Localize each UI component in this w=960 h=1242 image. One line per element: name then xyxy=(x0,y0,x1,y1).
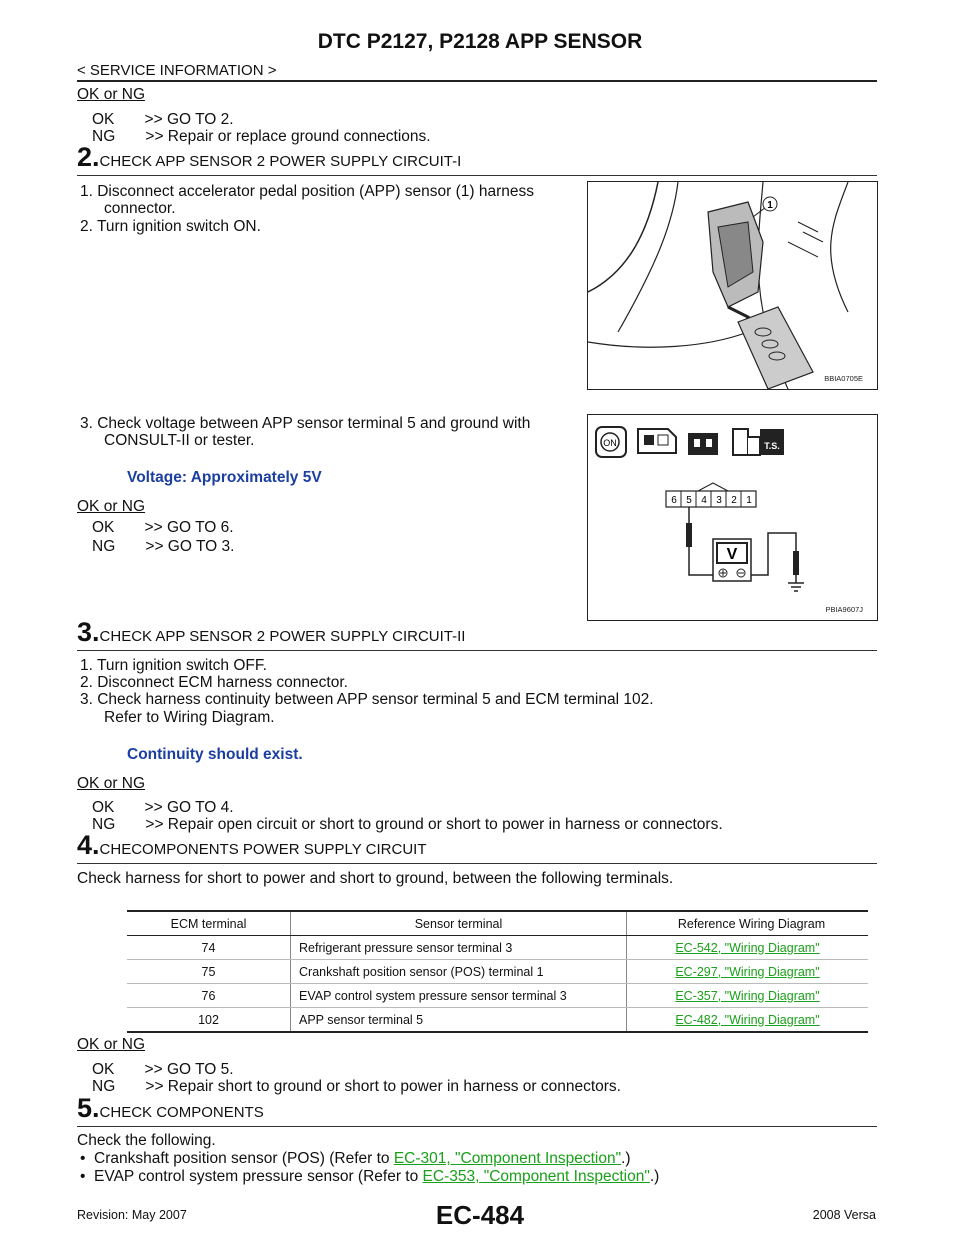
step-3-heading xyxy=(77,617,465,648)
figure-code: PBIA9607J xyxy=(825,605,863,614)
sensor-terminal-cell: Refrigerant pressure sensor terminal 3 xyxy=(291,936,627,960)
voltage-check-figure xyxy=(587,414,878,621)
step-number: 3. xyxy=(77,617,100,647)
spec-continuity: Continuity should exist. xyxy=(127,746,303,763)
table-row xyxy=(127,984,868,1008)
ng-result: NG >> GO TO 3. xyxy=(92,538,235,555)
ok-result: OK >> GO TO 5. xyxy=(92,1061,234,1078)
figure-code: BBIA0705E xyxy=(824,374,863,383)
sensor-terminal-cell: APP sensor terminal 5 xyxy=(291,1008,627,1033)
component-inspection-link[interactable]: EC-353, "Component Inspection" xyxy=(422,1168,650,1185)
bullet-text: • Crankshaft position sensor (POS) (Refer to xyxy=(80,1150,394,1167)
step-number: 5. xyxy=(77,1093,100,1123)
step-2-line-2: 2. Turn ignition switch ON. xyxy=(80,218,261,235)
model-year: 2008 Versa xyxy=(812,1208,876,1222)
bullet-item xyxy=(80,1149,631,1168)
step-2-line-3b: CONSULT-II or tester. xyxy=(104,432,255,449)
table-header: Reference Wiring Diagram xyxy=(627,912,869,936)
ecm-terminal-cell: 75 xyxy=(127,960,291,984)
terminal-number: 2 xyxy=(731,495,737,506)
bullet-text: .) xyxy=(649,1168,660,1185)
ng-result: NG >> Repair or replace ground connections. xyxy=(92,128,431,145)
step-number: 2. xyxy=(77,142,100,172)
meter-label: V xyxy=(726,546,738,563)
step-3-line-3: 3. Check harness continuity between APP sensor terminal 5 and ECM terminal 102. xyxy=(80,691,654,708)
header-rule xyxy=(77,80,877,82)
voltage-check-illustration xyxy=(588,415,877,620)
bullet-text: .) xyxy=(621,1150,631,1167)
pedal-illustration xyxy=(588,182,877,389)
step-4-intro: Check harness for short to power and short to ground, between the following terminals. xyxy=(77,870,674,887)
ecm-terminal-cell: 76 xyxy=(127,984,291,1008)
table-row xyxy=(127,936,868,960)
step-label: CHECK COMPONENTS xyxy=(99,1104,264,1121)
ng-result: NG >> Repair short to ground or short to power in harness or connectors. xyxy=(92,1078,621,1095)
step-3-line-2: 2. Disconnect ECM harness connector. xyxy=(80,674,348,691)
step-rule xyxy=(77,863,877,864)
step-3-line-3b: Refer to Wiring Diagram. xyxy=(104,709,275,726)
step-2-line-1b: connector. xyxy=(104,200,176,217)
page-number: EC-484 xyxy=(435,1200,525,1230)
spec-voltage: Voltage: Approximately 5V xyxy=(127,469,322,486)
page-title: DTC P2127, P2128 APP SENSOR xyxy=(317,30,643,53)
terminal-number: 4 xyxy=(701,495,707,506)
ts-label: T.S. xyxy=(764,441,780,451)
step-number: 4. xyxy=(77,830,100,860)
ok-ng-heading: OK or NG xyxy=(77,1036,146,1053)
revision-date: Revision: May 2007 xyxy=(77,1208,187,1222)
step-2-line-3: 3. Check voltage between APP sensor terminal 5 and ground with xyxy=(80,415,531,432)
pedal-sensor-figure xyxy=(587,181,878,390)
step-4-heading xyxy=(77,830,427,861)
ng-result: NG >> Repair open circuit or short to ground or short to power in harness or connectors. xyxy=(92,816,723,833)
step-rule xyxy=(77,1126,877,1127)
ecm-terminal-cell: 74 xyxy=(127,936,291,960)
table-row xyxy=(127,960,868,984)
ok-result: OK >> GO TO 4. xyxy=(92,799,234,816)
ecm-terminal-cell: 102 xyxy=(127,1008,291,1033)
step-2-heading xyxy=(77,142,461,173)
wiring-diagram-link[interactable]: EC-482, "Wiring Diagram" xyxy=(675,1012,820,1027)
terminal-number: 6 xyxy=(671,495,677,506)
terminal-number: 5 xyxy=(686,495,692,506)
table-header: Sensor terminal xyxy=(291,912,627,936)
wiring-diagram-link[interactable]: EC-297, "Wiring Diagram" xyxy=(675,964,820,979)
step-label: CHECOMPONENTS POWER SUPPLY CIRCUIT xyxy=(99,841,427,858)
terminal-table-grid xyxy=(127,912,868,1033)
step-3-line-1: 1. Turn ignition switch OFF. xyxy=(80,657,267,674)
sensor-terminal-cell: EVAP control system pressure sensor terminal 3 xyxy=(291,984,627,1008)
bullet-text: • EVAP control system pressure sensor (Refer to xyxy=(80,1168,423,1185)
bullet-item xyxy=(80,1167,659,1186)
ok-ng-heading: OK or NG xyxy=(77,86,146,103)
terminal-number: 3 xyxy=(716,495,722,506)
terminal-table xyxy=(127,910,868,1033)
step-2-line-1: 1. Disconnect accelerator pedal position (APP) sensor (1) harness xyxy=(80,183,535,200)
step-rule xyxy=(77,175,877,176)
ok-ng-heading: OK or NG xyxy=(77,498,146,515)
component-inspection-link[interactable]: EC-301, "Component Inspection" xyxy=(393,1150,622,1167)
sensor-terminal-cell: Crankshaft position sensor (POS) terminal 1 xyxy=(291,960,627,984)
step-label: CHECK APP SENSOR 2 POWER SUPPLY CIRCUIT-I xyxy=(99,153,462,170)
ok-ng-heading: OK or NG xyxy=(77,775,146,792)
step-5-intro: Check the following. xyxy=(77,1132,216,1149)
ignition-on-label: ON xyxy=(603,438,617,448)
table-header-row xyxy=(127,912,868,936)
callout-label: 1 xyxy=(767,200,773,211)
wiring-diagram-link[interactable]: EC-542, "Wiring Diagram" xyxy=(675,940,820,955)
step-5-heading xyxy=(77,1093,264,1124)
ok-result: OK >> GO TO 6. xyxy=(92,519,234,536)
wiring-diagram-link[interactable]: EC-357, "Wiring Diagram" xyxy=(675,988,820,1003)
table-header: ECM terminal xyxy=(127,912,291,936)
table-row xyxy=(127,1008,868,1033)
section-label: < SERVICE INFORMATION > xyxy=(77,62,277,79)
terminal-number: 1 xyxy=(746,495,752,506)
ok-result: OK >> GO TO 2. xyxy=(92,111,234,128)
step-rule xyxy=(77,650,877,651)
step-label: CHECK APP SENSOR 2 POWER SUPPLY CIRCUIT-II xyxy=(99,628,466,645)
